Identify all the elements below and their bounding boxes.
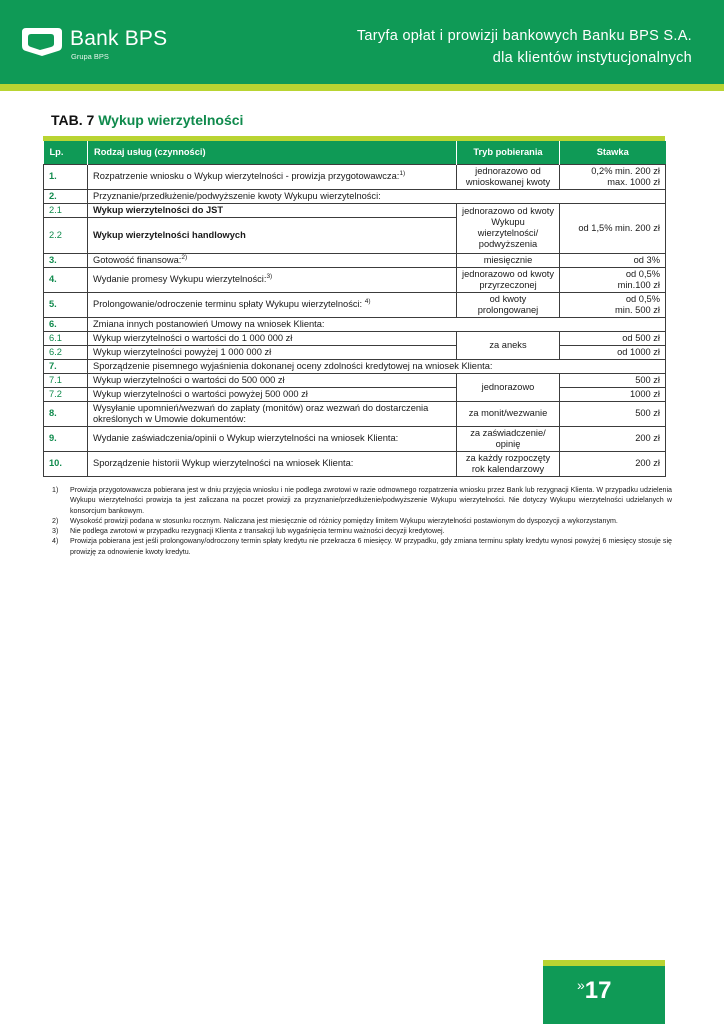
table-row bbox=[44, 292, 666, 317]
footnotes bbox=[52, 485, 672, 557]
row-number: 2. bbox=[44, 189, 88, 203]
row-mode: za monit/wezwanie bbox=[457, 401, 560, 426]
table-header-row bbox=[44, 141, 666, 164]
table-row bbox=[44, 387, 666, 401]
footnote-number: 4) bbox=[52, 537, 59, 546]
footnote-number: 1) bbox=[52, 486, 59, 494]
row-mode: jednorazowo od kwoty przyrzeczonej bbox=[457, 267, 560, 292]
row-service: Wydanie promesy Wykupu wierzytelności:$^{3)}$ bbox=[88, 267, 457, 292]
table-row bbox=[44, 189, 666, 203]
page-box-accent bbox=[543, 960, 665, 966]
fees-table bbox=[43, 141, 666, 477]
footnote bbox=[52, 516, 672, 526]
page-header bbox=[0, 0, 724, 84]
column-header-rate: Stawka bbox=[560, 141, 666, 164]
row-number: 2.2 bbox=[44, 217, 88, 253]
page-number-box bbox=[543, 960, 665, 1024]
row-service: Wykup wierzytelności o wartości do 1 000 000 zł bbox=[88, 331, 457, 345]
page-number-value: 17 bbox=[584, 977, 612, 1004]
footnote-text: Nie podlega zwrotowi w przypadku rezygnacji Klienta z transakcji lub wygaśnięcia terminu ważności decyzji kredytowej. bbox=[70, 527, 445, 536]
row-rate: od 3% bbox=[560, 253, 666, 267]
row-service: Gotowość finansowa:$^{2)}$ bbox=[88, 253, 457, 267]
document-title-line-2: dla klientów instytucjonalnych bbox=[492, 50, 692, 66]
row-rate: 500 zł bbox=[560, 373, 666, 387]
row-rate: 0,2% min. 200 zł max. 1000 zł bbox=[560, 164, 666, 189]
table-row bbox=[44, 426, 666, 451]
footnote-text: Prowizja pobierana jest jeśli prolongowany/odroczony termin spłaty kredytu nie przekracza 6 miesięcy. W przypadku, gdy zmiana terminu spłaty kredytu wynosi powyżej 6 miesięcy stosuje się prowizję za odnowienie kwoty kredytu. bbox=[70, 537, 672, 556]
footnote-number: 2) bbox=[52, 516, 59, 525]
table-row bbox=[44, 373, 666, 387]
table-row bbox=[44, 317, 666, 331]
row-mode: miesięcznie bbox=[457, 253, 560, 267]
column-header-lp: Lp. bbox=[44, 141, 88, 164]
row-number: 6.1 bbox=[44, 331, 88, 345]
fees-table-container bbox=[43, 136, 665, 477]
row-number: 6.2 bbox=[44, 345, 88, 359]
row-mode: za zaświadczenie/ opinię bbox=[457, 426, 560, 451]
row-number: 1. bbox=[44, 164, 88, 189]
row-number: 7. bbox=[44, 359, 88, 373]
table-name: Wykup wierzytelności bbox=[98, 112, 244, 128]
row-rate: 200 zł bbox=[560, 426, 666, 451]
row-service: Wykup wierzytelności powyżej 1 000 000 zł bbox=[88, 345, 457, 359]
row-number: 3. bbox=[44, 253, 88, 267]
row-mode: za każdy rozpoczęty rok kalendarzowy bbox=[457, 451, 560, 476]
row-mode: od kwoty prolongowanej bbox=[457, 292, 560, 317]
row-service: Wykup wierzytelności o wartości do 500 000 zł bbox=[88, 373, 457, 387]
document-title-line-1: Taryfa opłat i prowizji bankowych Banku BPS S.A. bbox=[356, 28, 692, 44]
column-header-service: Rodzaj usług (czynności) bbox=[88, 141, 457, 164]
page-number bbox=[577, 977, 612, 1005]
row-service: Rozpatrzenie wniosku o Wykup wierzytelności - prowizja przygotowawcza:$^{1)}$ bbox=[88, 164, 457, 189]
footnote bbox=[52, 526, 672, 536]
row-number: 10. bbox=[44, 451, 88, 476]
row-service: Sporządzenie historii Wykup wierzytelności na wniosek Klienta: bbox=[88, 451, 457, 476]
column-header-mode: Tryb pobierania bbox=[457, 141, 560, 164]
row-number: 7.1 bbox=[44, 373, 88, 387]
table-row bbox=[44, 164, 666, 189]
row-service: Zmiana innych postanowień Umowy na wniosek Klienta: bbox=[88, 317, 666, 331]
row-mode: jednorazowo bbox=[457, 373, 560, 401]
table-row bbox=[44, 203, 666, 217]
table-number: TAB. 7 bbox=[51, 112, 95, 128]
row-rate: 1000 zł bbox=[560, 387, 666, 401]
row-rate: 200 zł bbox=[560, 451, 666, 476]
row-number: 9. bbox=[44, 426, 88, 451]
row-number: 6. bbox=[44, 317, 88, 331]
table-title bbox=[51, 112, 243, 128]
row-number: 5. bbox=[44, 292, 88, 317]
table-row bbox=[44, 401, 666, 426]
table-row bbox=[44, 267, 666, 292]
table-row bbox=[44, 331, 666, 345]
bank-logo-icon bbox=[18, 26, 64, 58]
row-service: Wykup wierzytelności handlowych bbox=[88, 217, 457, 253]
footnote bbox=[52, 485, 672, 516]
row-service: Wykup wierzytelności o wartości powyżej 500 000 zł bbox=[88, 387, 457, 401]
row-rate: od 1,5% min. 200 zł bbox=[560, 203, 666, 253]
row-service: Prolongowanie/odroczenie terminu spłaty Wykupu wierzytelności: $^{4)}$ bbox=[88, 292, 457, 317]
row-mode: jednorazowo od kwoty Wykupu wierzytelności/ podwyższenia bbox=[457, 203, 560, 253]
header-accent-stripe bbox=[0, 84, 724, 91]
row-service: Przyznanie/przedłużenie/podwyższenie kwoty Wykupu wierzytelności: bbox=[88, 189, 666, 203]
document-title bbox=[357, 25, 692, 69]
row-number: 2.1 bbox=[44, 203, 88, 217]
row-rate: od 0,5% min. 500 zł bbox=[560, 292, 666, 317]
row-mode: za aneks bbox=[457, 331, 560, 359]
table-row bbox=[44, 253, 666, 267]
row-rate: od 500 zł bbox=[560, 331, 666, 345]
row-rate: od 1000 zł bbox=[560, 345, 666, 359]
chevron-right-icon: » bbox=[577, 977, 585, 993]
row-number: 8. bbox=[44, 401, 88, 426]
brand-subtitle: Grupa BPS bbox=[71, 52, 109, 61]
table-row bbox=[44, 345, 666, 359]
row-service: Wykup wierzytelności do JST bbox=[88, 203, 457, 217]
row-service: Wydanie zaświadczenia/opinii o Wykup wierzytelności na wniosek Klienta: bbox=[88, 426, 457, 451]
table-row bbox=[44, 451, 666, 476]
footnote-text: Wysokość prowizji podana w stosunku rocznym. Naliczana jest miesięcznie od różnicy pomiędzy limitem Wykupu wierzytelności postawionym do dyspozycji a wykorzystanym. bbox=[70, 516, 618, 525]
brand-name: Bank BPS bbox=[70, 27, 168, 50]
row-rate: od 0,5% min.100 zł bbox=[560, 267, 666, 292]
footnote-number: 3) bbox=[52, 527, 59, 536]
row-number: 7.2 bbox=[44, 387, 88, 401]
row-service: Wysyłanie upomnień/wezwań do zapłaty (monitów) oraz wezwań do dostarczenia określonych w Umowie dokumentów: bbox=[88, 401, 457, 426]
row-mode: jednorazowo od wnioskowanej kwoty bbox=[457, 164, 560, 189]
footnote bbox=[52, 536, 672, 557]
row-number: 4. bbox=[44, 267, 88, 292]
footnote-text: Prowizja przygotowawcza pobierana jest w dniu przyjęcia wniosku i nie podlega zwrotowi w razie odmownego rozpatrzenia wniosku przez Bank lub rezygnacji Klienta. W przypadku udzielenia Wykupu wierzytelności prowizja ta jest zaliczana na poczet prowizji za przyznanie/przedłużenie/podwyższenie Wykupu wierzytelności. Nie dotyczy Wykupu wierzytelności udzielanych w konsorcjum bankowym. bbox=[70, 486, 672, 515]
row-rate: 500 zł bbox=[560, 401, 666, 426]
table-row bbox=[44, 359, 666, 373]
row-service: Sporządzenie pisemnego wyjaśnienia dokonanej oceny zdolności kredytowej na wniosek Klienta: bbox=[88, 359, 666, 373]
